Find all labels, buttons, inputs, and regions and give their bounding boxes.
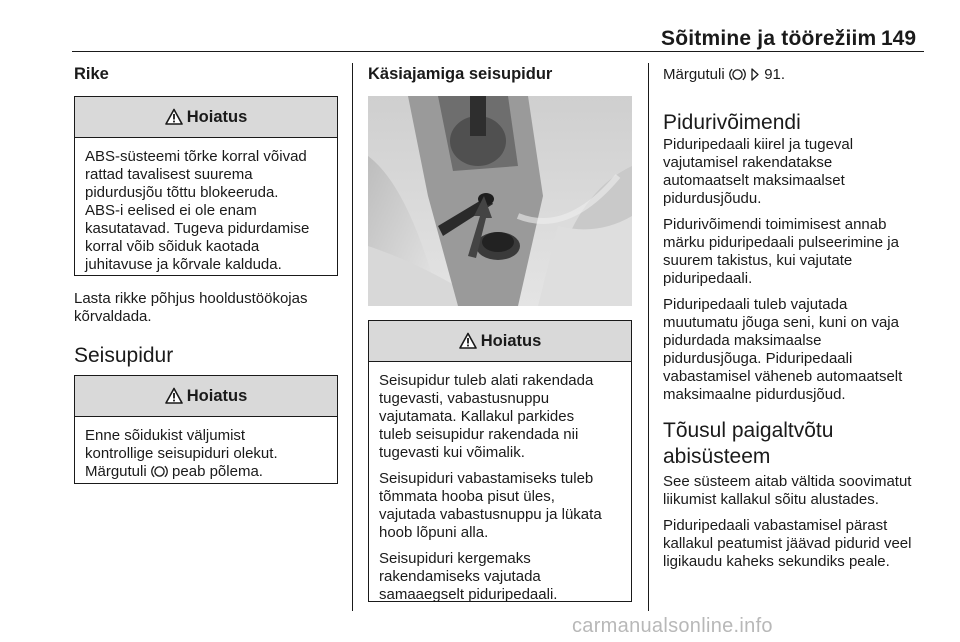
text-line: liikumist kallakul sõitu alustades.: [663, 491, 879, 508]
text-line: Märgutuli: [663, 66, 725, 83]
header-divider: [72, 51, 924, 52]
text-line: korral võib sõiduk kaotada: [85, 238, 260, 255]
text-line: Märgutuli: [85, 463, 147, 480]
text-line: ABS-süsteemi tõrke korral võivad: [85, 148, 307, 165]
text-line: rakendamiseks vajutada: [379, 568, 541, 585]
section-heading-hill-start-assist: [663, 418, 833, 470]
watermark: carmanualsonline.info: [572, 615, 773, 637]
text-line: märku piduripedaali pulseerimine ja: [663, 234, 899, 251]
page-reference[interactable]: 91.: [764, 66, 786, 83]
text-line: tõmmata hooba pisut üles,: [379, 488, 555, 505]
column-divider-2: [648, 63, 649, 611]
text-line: kontrollige seisupiduri olekut.: [85, 445, 278, 462]
section-heading-rike: Rike: [74, 65, 109, 83]
text-line: pidurdusjõu tõttu blokeeruda.: [85, 184, 279, 201]
text-line: kasutatavad. Tugeva pidurdamise: [85, 220, 310, 237]
text-line: piduripedaali.: [663, 270, 753, 287]
handbrake-photo: [368, 96, 632, 306]
text-line: muutumatu jõuga seni, kuni on vaja: [663, 314, 899, 331]
text-line: Lasta rikke põhjus hooldustöökojas: [74, 290, 308, 307]
text-line: automaatselt maksimaalset: [663, 172, 845, 189]
text-line: tugevasti kui võimalik.: [379, 444, 525, 461]
text-line: maksimaalne pidurdusjõud.: [663, 386, 846, 403]
warning-icon: [459, 332, 477, 350]
text-line: Pidurivõimendi toimimisest annab: [663, 216, 887, 233]
text-line: vajutamisel rakendatakse: [663, 154, 833, 171]
text-line: peab põlema.: [172, 463, 263, 480]
warning-box-handbrake: [368, 320, 632, 602]
text-line: Seisupiduri kergemaks: [379, 550, 531, 567]
heading-line: Tõusul paigaltvõtu: [663, 419, 834, 442]
text-line: tugevasti, vabastusnuppu: [379, 390, 550, 407]
text-line: pidurdusjõudu.: [663, 190, 762, 207]
text-line: pidurdada maksimaalse: [663, 332, 822, 349]
page-header-title: Sõitmine ja töörežiim: [661, 27, 877, 50]
text-line: ABS-i eelised ei ole enam: [85, 202, 257, 219]
warning-header: [75, 376, 337, 417]
text-line: Seisupiduri vabastamiseks tuleb: [379, 470, 594, 487]
text-line: See süsteem aitab vältida soovimatut: [663, 473, 912, 490]
warning-label: Hoiatus: [480, 331, 542, 350]
warning-header: [369, 321, 631, 362]
text-line: Seisupidur tuleb alati rakendada: [379, 372, 594, 389]
warning-header: [75, 97, 337, 138]
text-line: kallakul peatumist jäävad pidurid veel: [663, 535, 912, 552]
heading-line: abisüsteem: [663, 445, 771, 468]
text-line: rattad tavalisest suurema: [85, 166, 253, 183]
column-divider-1: [352, 63, 353, 611]
text-line: samaaegselt piduripedaali.: [379, 586, 558, 603]
page-number: 149: [881, 27, 917, 50]
warning-box-parking-brake: [74, 375, 338, 484]
section-heading-brake-assist: Pidurivõimendi: [663, 111, 801, 134]
section-heading-seisupidur: Seisupidur: [74, 344, 174, 367]
text-line: juhitavuse ja kõrvale kalduda.: [85, 256, 282, 273]
warning-icon: [165, 387, 183, 405]
section-heading-handbrake: Käsiajamiga seisupidur: [368, 65, 553, 83]
warning-label: Hoiatus: [186, 107, 248, 126]
warning-icon: [165, 108, 183, 126]
brake-warning-icon: [729, 67, 746, 82]
warning-label: Hoiatus: [186, 386, 248, 405]
brake-warning-icon: [151, 464, 168, 479]
text-line: kõrvaldada.: [74, 308, 152, 325]
text-line: pidurdusjõuga. Piduripedaali: [663, 350, 853, 367]
text-line: Piduripedaali tuleb vajutada: [663, 296, 848, 313]
text-line: Enne sõidukist väljumist: [85, 427, 246, 444]
text-line: hoob lõpuni alla.: [379, 524, 489, 541]
text-line: tuleb seisupidur rakendada nii: [379, 426, 579, 443]
text-line: Piduripedaali vabastamisel pärast: [663, 517, 888, 534]
page-reference-icon: [750, 67, 760, 82]
text-line: ligikaudu kaheks sekundiks peale.: [663, 553, 890, 570]
text-line: vajutamata. Kallakul parkides: [379, 408, 575, 425]
text-line: suurem takistus, kui vajutate: [663, 252, 853, 269]
warning-box-abs: [74, 96, 338, 276]
text-line: vajutada vabastusnuppu ja lükata: [379, 506, 602, 523]
text-line: vabastamisel väheneb automaatselt: [663, 368, 903, 385]
text-line: Piduripedaali kiirel ja tugeval: [663, 136, 854, 153]
